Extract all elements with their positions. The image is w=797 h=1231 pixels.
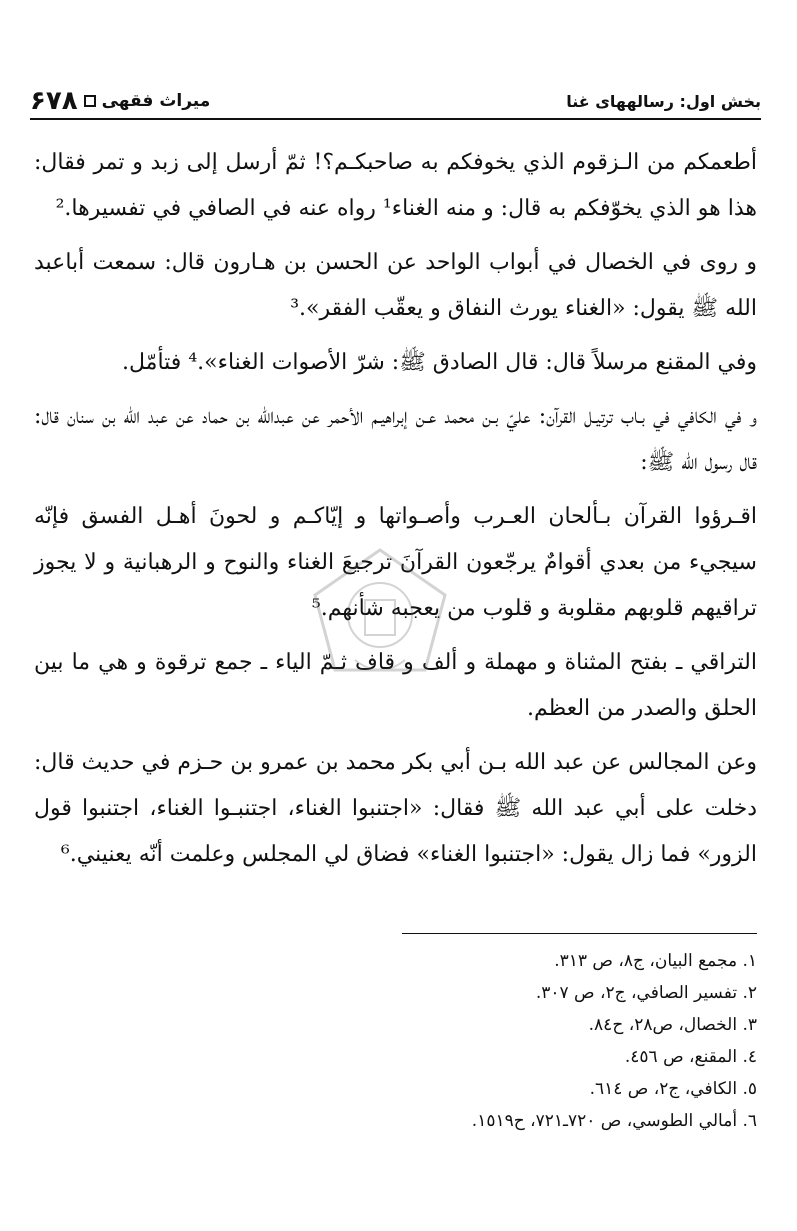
running-section-title: بخش اول: رسالههای غنا xyxy=(566,91,761,111)
paragraph-1: أطعمكم من الـزقوم الذي يخوفكم به صاحبكـم؟! ثمّ أرسل إلى زبد و تمر فقال: هذا هو الذي يخوّفكم به قال: و منه الغناء¹ رواه عنه في الصافي في تفسيرها.² xyxy=(34,150,757,221)
hadith-quote: اقـرؤوا القرآن بـألحان العـرب وأصـواتها و إيّاكـم و لحونَ أهـل الفسق فإنّه سيجيء من بعدي أقوامٌ يرجّعون القرآنَ ترجيعَ الغناء والنوح و الرهبانية و لا يجوز تراقيهم قلوبهم مقلوبة و قلوب من يعجبه شأنهم.⁵ xyxy=(34,504,757,621)
footnote-divider xyxy=(402,933,757,934)
body-text xyxy=(34,140,757,886)
page-number: ۶۷۸ xyxy=(30,86,78,116)
footnote-2: ٢. تفسير الصافي، ج٢، ص ٣٠٧. xyxy=(535,983,757,1003)
footnote-3: ٣. الخصال، ص٢٨، ح٨٤. xyxy=(588,1015,757,1035)
footnote-1: ١. مجمع البيان، ج٨، ص ٣١٣. xyxy=(554,951,757,971)
footnote-4: ٤. المقنع، ص ٤٥٦. xyxy=(624,1047,757,1067)
footnotes xyxy=(257,945,757,1137)
footnote-5: ٥. الكافي، ج٢، ص ٦١٤. xyxy=(589,1079,757,1099)
paragraph-4: و في الكافي في بـاب ترتيـل القرآن: عليّ بـن محمد عـن إبراهيـم الأحمر عن عبدالله بن حماد عن عبد الله بن سنان قال: قال رسول الله ﷺ: xyxy=(34,404,757,475)
book-title: میراث فقهی xyxy=(101,91,211,111)
square-ornament-icon xyxy=(84,95,96,107)
footnote-6: ٦. أمالي الطوسي، ص ٧٢٠ـ٧٢١، ح١٥١٩. xyxy=(471,1111,757,1131)
paragraph-6: التراقي ـ بفتح المثناة و مهملة و ألف و قاف ثـمّ الياء ـ جمع ترقوة و هي ما بين الحلق والصدر من العظم. xyxy=(34,650,757,721)
paragraph-7: وعن المجالس عن عبد الله بـن أبي بكر محمد بن عمرو بن حـزم في حديث قال: دخلت على أبي عبد الله ﷺ فقال: «اجتنبوا الغناء، اجتنبـوا الغناء، اجتنبوا قول الزور» فما زال يقول: «اجتنبوا الغناء» فضاق لي المجلس وعلمت أنّه يعنيني.⁶ xyxy=(34,750,757,867)
page-header xyxy=(30,84,761,120)
paragraph-2: و روى في الخصال في أبواب الواحد عن الحسن بن هـارون قال: سمعت أباعبد الله ﷺ يقول: «الغناء يورث النفاق و يعقّب الفقر».³ xyxy=(34,250,757,321)
page-number-block xyxy=(30,86,210,116)
paragraph-3: وفي المقنع مرسلاً قال: قال الصادق ﷺ: شرّ الأصوات الغناء».⁴ فتأمّل. xyxy=(122,350,757,375)
